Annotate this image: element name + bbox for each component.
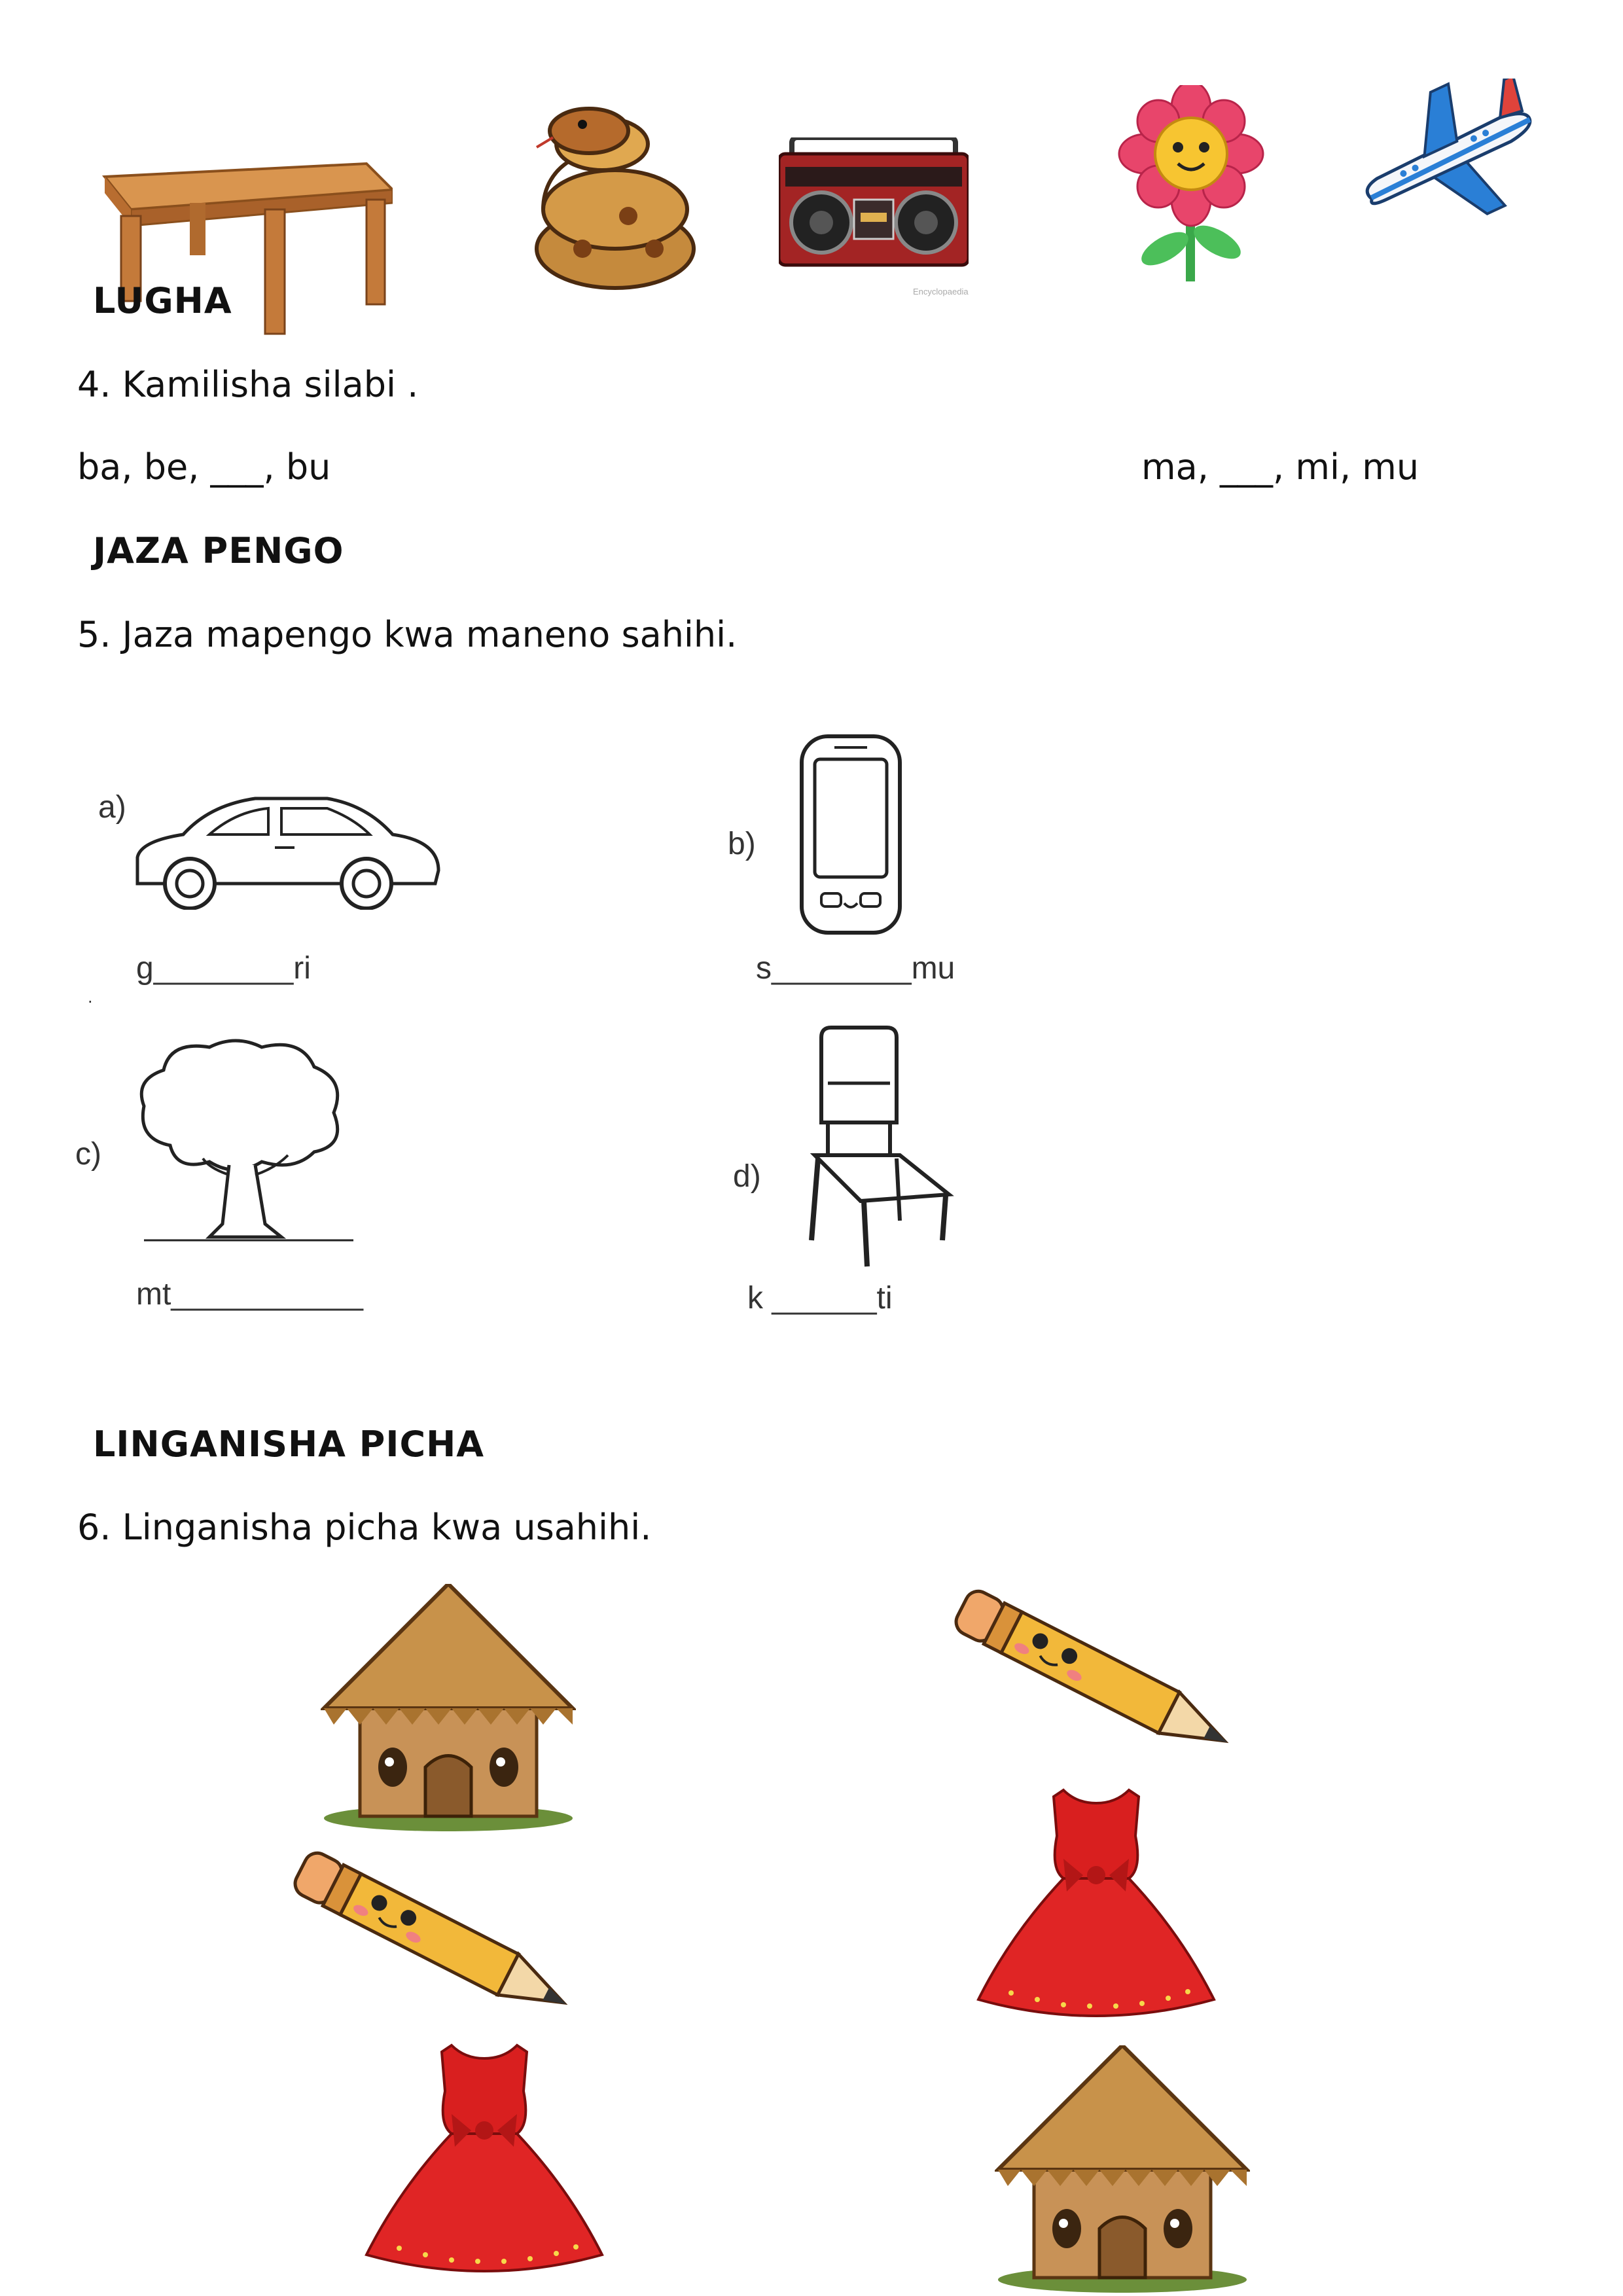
syllable-row-m: ma, ___, mi, mu: [1141, 446, 1419, 488]
radio-caption: Encyclopaedia: [913, 287, 969, 296]
chair-icon: [802, 1024, 965, 1273]
phone-icon: [795, 733, 906, 936]
lugha-question: 4. Kamilisha silabi .: [77, 364, 419, 405]
item-a-letter: a): [98, 790, 126, 825]
right-hut-icon[interactable]: [995, 2045, 1250, 2294]
item-b-answer[interactable]: s________mu: [756, 951, 955, 986]
left-dress-icon[interactable]: [360, 2039, 609, 2287]
airplane-icon: [1348, 79, 1544, 236]
jaza-pengo-title: JAZA PENGO: [93, 530, 344, 571]
jaza-pengo-question: 5. Jaza mapengo kwa maneno sahihi.: [77, 614, 738, 655]
tree-icon: [131, 1034, 353, 1257]
item-d-letter: d): [733, 1159, 761, 1194]
item-c-answer[interactable]: mt___________: [136, 1277, 363, 1312]
stray-mark: .: [88, 988, 93, 1007]
left-pencil-icon[interactable]: [272, 1846, 599, 2029]
linganisha-title: LINGANISHA PICHA: [93, 1424, 485, 1465]
flower-icon: [1113, 85, 1270, 288]
left-hut-icon[interactable]: [321, 1584, 576, 1833]
snake-icon: [517, 85, 707, 295]
item-d-answer[interactable]: k ______ti: [747, 1281, 893, 1316]
lugha-title: LUGHA: [93, 280, 232, 321]
linganisha-question: 6. Linganisha picha kwa usahihi.: [77, 1507, 652, 1548]
top-picture-row: [0, 65, 1623, 314]
radio-icon: [779, 137, 969, 268]
syllable-row-b: ba, be, ___, bu: [77, 446, 331, 488]
right-pencil-icon[interactable]: [933, 1584, 1260, 1767]
item-b-letter: b): [728, 827, 756, 861]
item-c-letter: c): [75, 1137, 101, 1172]
item-a-answer[interactable]: g________ri: [136, 951, 311, 986]
right-dress-icon[interactable]: [972, 1784, 1221, 2032]
car-icon: [131, 785, 445, 910]
